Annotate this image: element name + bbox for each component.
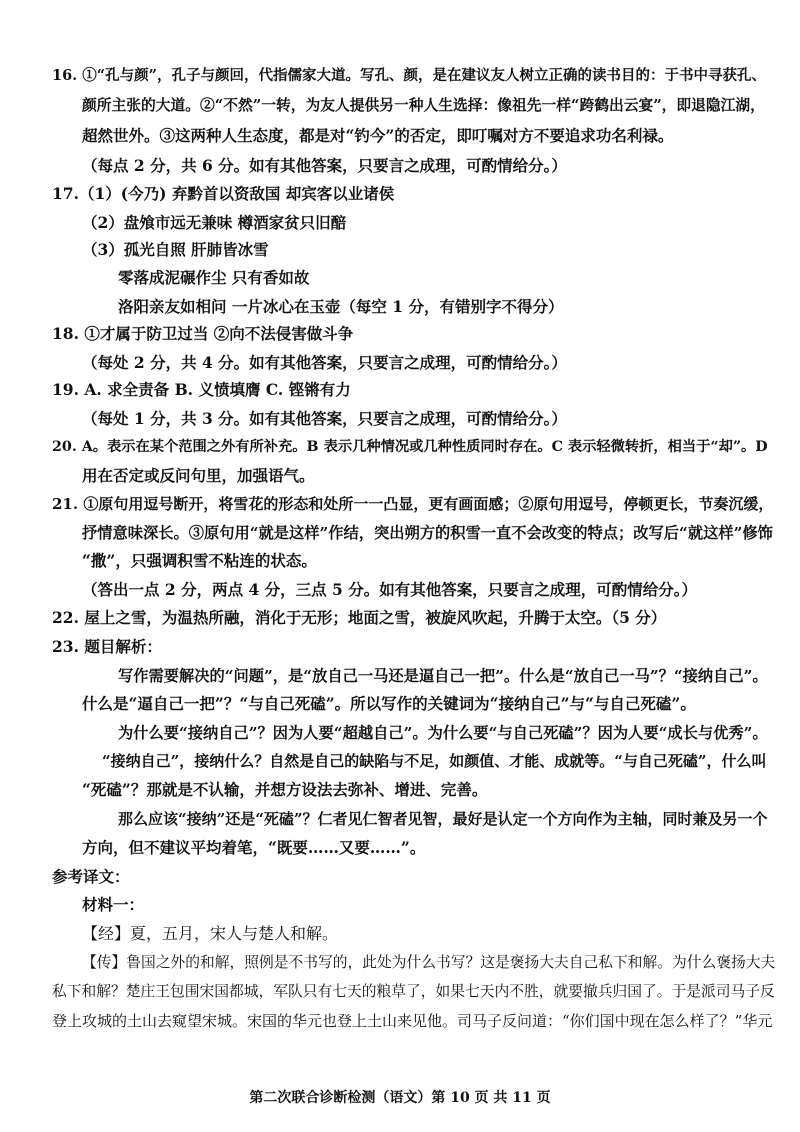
translation-heading: 参考译文：: [52, 867, 130, 886]
q21-line-3: “撒”，只强调积雪不粘连的状态。: [82, 551, 317, 570]
q21-score-note: （答出一点 2 分，两点 4 分，三点 5 分。如有其他答案，只要言之成理，可酌情给分。）: [82, 580, 697, 599]
q16-score-note: （每点 2 分，共 6 分。如有其他答案，只要言之成理，可酌情给分。）: [82, 156, 567, 175]
q17-line-5: 洛阳亲友如相问 一片冰心在玉壶（每空 1 分，有错别字不得分）: [118, 297, 564, 316]
q18-score-note: （每处 2 分，共 4 分。如有其他答案，只要言之成理，可酌情给分。）: [82, 353, 567, 372]
q21-line-1: 21. ①原句用逗号断开，将雪花的形态和处所一一凸显，更有画面感；②原句用逗号，停顿更长，节奏沉缓，: [52, 495, 774, 513]
q17-line-4: 零落成泥碾作尘 只有香如故: [118, 268, 310, 287]
q16-line-3: 超然世外。③这两种人生态度，都是对“钓今”的否定，即叮嘱对方不要追求功名利禄。: [82, 126, 674, 145]
q16-line-2: 颜所主张的大道。②“不然”一转，为友人提供另一种人生选择：像祖先一样“跨鹤出云宴”，即退隐江湖，: [82, 97, 765, 114]
q23-para-4b: 方向，但不建议平均着笔，“既要……又要……”。: [82, 838, 426, 857]
q18-line-1: 18. ①才属于防卫过当 ②向不法侵害做斗争: [52, 324, 354, 343]
translation-material-label: 材料一：: [82, 895, 145, 914]
q20-line-1: 20. A。表示在某个范围之外有所补充。B 表示几种情况或几种性质同时存在。C 表示轻微转折，相当于“却”。D: [52, 439, 768, 455]
translation-jing: 【经】夏，五月，宋人与楚人和解。: [82, 924, 339, 943]
q19-score-note: （每处 1 分，共 3 分。如有其他答案，只要言之成理，可酌情给分。）: [82, 409, 567, 428]
q23-para-1a: 写作需要解决的“问题”，是“放自己一马还是逼自己一把”。什么是“放自己一马”？“接纳自己”。: [118, 667, 768, 685]
q16-line-1: 16. ①“孔与颜”，孔子与颜回，代指儒家大道。写孔、颜，是在建议友人树立正确的读书目的：于书中寻获孔、: [52, 67, 766, 84]
q17-line-1: 17.（1）(今乃) 弃黔首以资敌国 却宾客以业诸侯: [52, 184, 395, 203]
q23-para-2: 为什么要“接纳自己”？因为人要“超越自己”。为什么要“与自己死磕”？因为人要“成长与优秀”。: [118, 724, 768, 742]
q23-para-3a: “接纳自己”，接纳什么？自然是自己的缺陷与不足，如颜值、才能、成就等。“与自己死磕”，什么叫: [102, 752, 767, 770]
q23-para-4a: 那么应该“接纳”还是“死磕”？仁者见仁智者见智，最好是认定一个方向作为主轴，同时兼及另一个: [118, 810, 768, 828]
q17-line-3: （3）孤光自照 肝肺皆冰雪: [82, 240, 269, 259]
q23-para-1b: 什么是“逼自己一把”？“与自己死磕”。所以写作的关键词为“接纳自己”与“与自己死磕”。: [82, 694, 696, 713]
translation-zhuan-2: 私下和解？楚庄王包围宋国都城，军队只有七天的粮草了，如果七天内不胜，就要撤兵归国了。于是派司马子反: [52, 983, 775, 1000]
q21-line-2: 抒情意味深长。③原句用“就是这样”作结，突出朔方的积雪一直不会改变的特点；改写后“就这样”修饰: [82, 524, 773, 542]
q20-line-2: 用在否定或反问句里，加强语气。: [82, 466, 315, 485]
translation-zhuan-1: 【传】鲁国之外的和解，照例是不书写的，此处为什么书写？这是褒扬大夫自己私下和解。为什么褒扬大夫: [82, 954, 776, 971]
q22-line-1: 22. 屋上之雪，为温热所融，消化于无形；地面之雪，被旋风吹起，升腾于太空。（5 分）: [52, 608, 667, 627]
q23-para-3b: “死磕”？那就是不认输，并想方设法去弥补、增进、完善。: [82, 780, 488, 799]
translation-zhuan-3: 登上攻城的土山去窥望宋城。宋国的华元也登上土山来见他。司马子反问道：“你们国中现在怎么样了？”华元: [52, 1012, 773, 1030]
q23-heading: 23. 题目解析：: [52, 637, 162, 656]
q17-line-2: （2）盘飧市远无兼味 樽酒家贫只旧醅: [82, 213, 347, 232]
page-footer: 第二次联合诊断检测（语文）第 10 页 共 11 页: [249, 1090, 551, 1106]
q19-line-1: 19. A. 求全责备 B. 义愤填膺 C. 铿锵有力: [52, 380, 351, 399]
